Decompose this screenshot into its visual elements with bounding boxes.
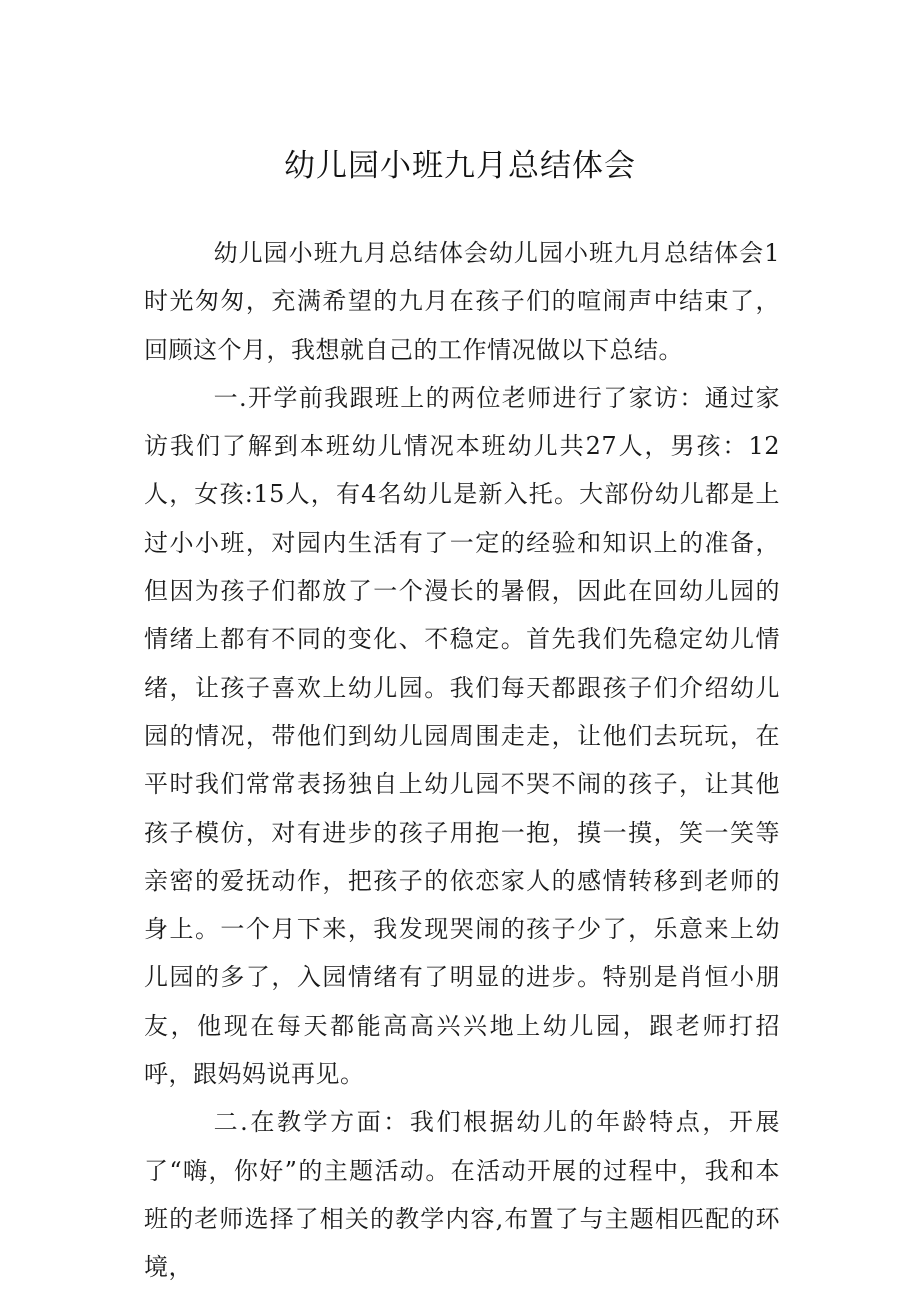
document-body (144, 229, 780, 1292)
paragraph-home-visit: 一.开学前我跟班上的两位老师进行了家访：通过家访我们了解到本班幼儿情况本班幼儿共27人，男孩：12人，女孩:15人，有4名幼儿是新入托。大部份幼儿都是上过小小班，对园内生活有了一定的经验和知识上的准备，但因为孩子们都放了一个漫长的暑假，因此在回幼儿园的情绪上都有不同的变化、不稳定。首先我们先稳定幼儿情绪，让孩子喜欢上幼儿园。我们每天都跟孩子们介绍幼儿园的情况，带他们到幼儿园周围走走，让他们去玩玩，在平时我们常常表扬独自上幼儿园不哭不闹的孩子，让其他孩子模仿，对有进步的孩子用抱一抱，摸一摸，笑一笑等亲密的爱抚动作，把孩子的依恋家人的感情转移到老师的身上。一个月下来，我发现哭闹的孩子少了，乐意来上幼儿园的多了，入园情绪有了明显的进步。特别是肖恒小朋友，他现在每天都能高高兴兴地上幼儿园，跟老师打招呼，跟妈妈说再见。 (144, 383, 780, 1089)
paragraph-teaching: 二.在教学方面：我们根据幼儿的年龄特点，开展了“嗨，你好”的主题活动。在活动开展的过程中，我和本班的老师选择了相关的教学内容,布置了与主题相匹配的环境， (144, 1108, 780, 1282)
paragraph-intro: 幼儿园小班九月总结体会幼儿园小班九月总结体会1时光匆匆，充满希望的九月在孩子们的喧闹声中结束了，回顾这个月，我想就自己的工作情况做以下总结。 (144, 239, 780, 364)
document-title: 幼儿园小班九月总结体会 (284, 148, 636, 184)
